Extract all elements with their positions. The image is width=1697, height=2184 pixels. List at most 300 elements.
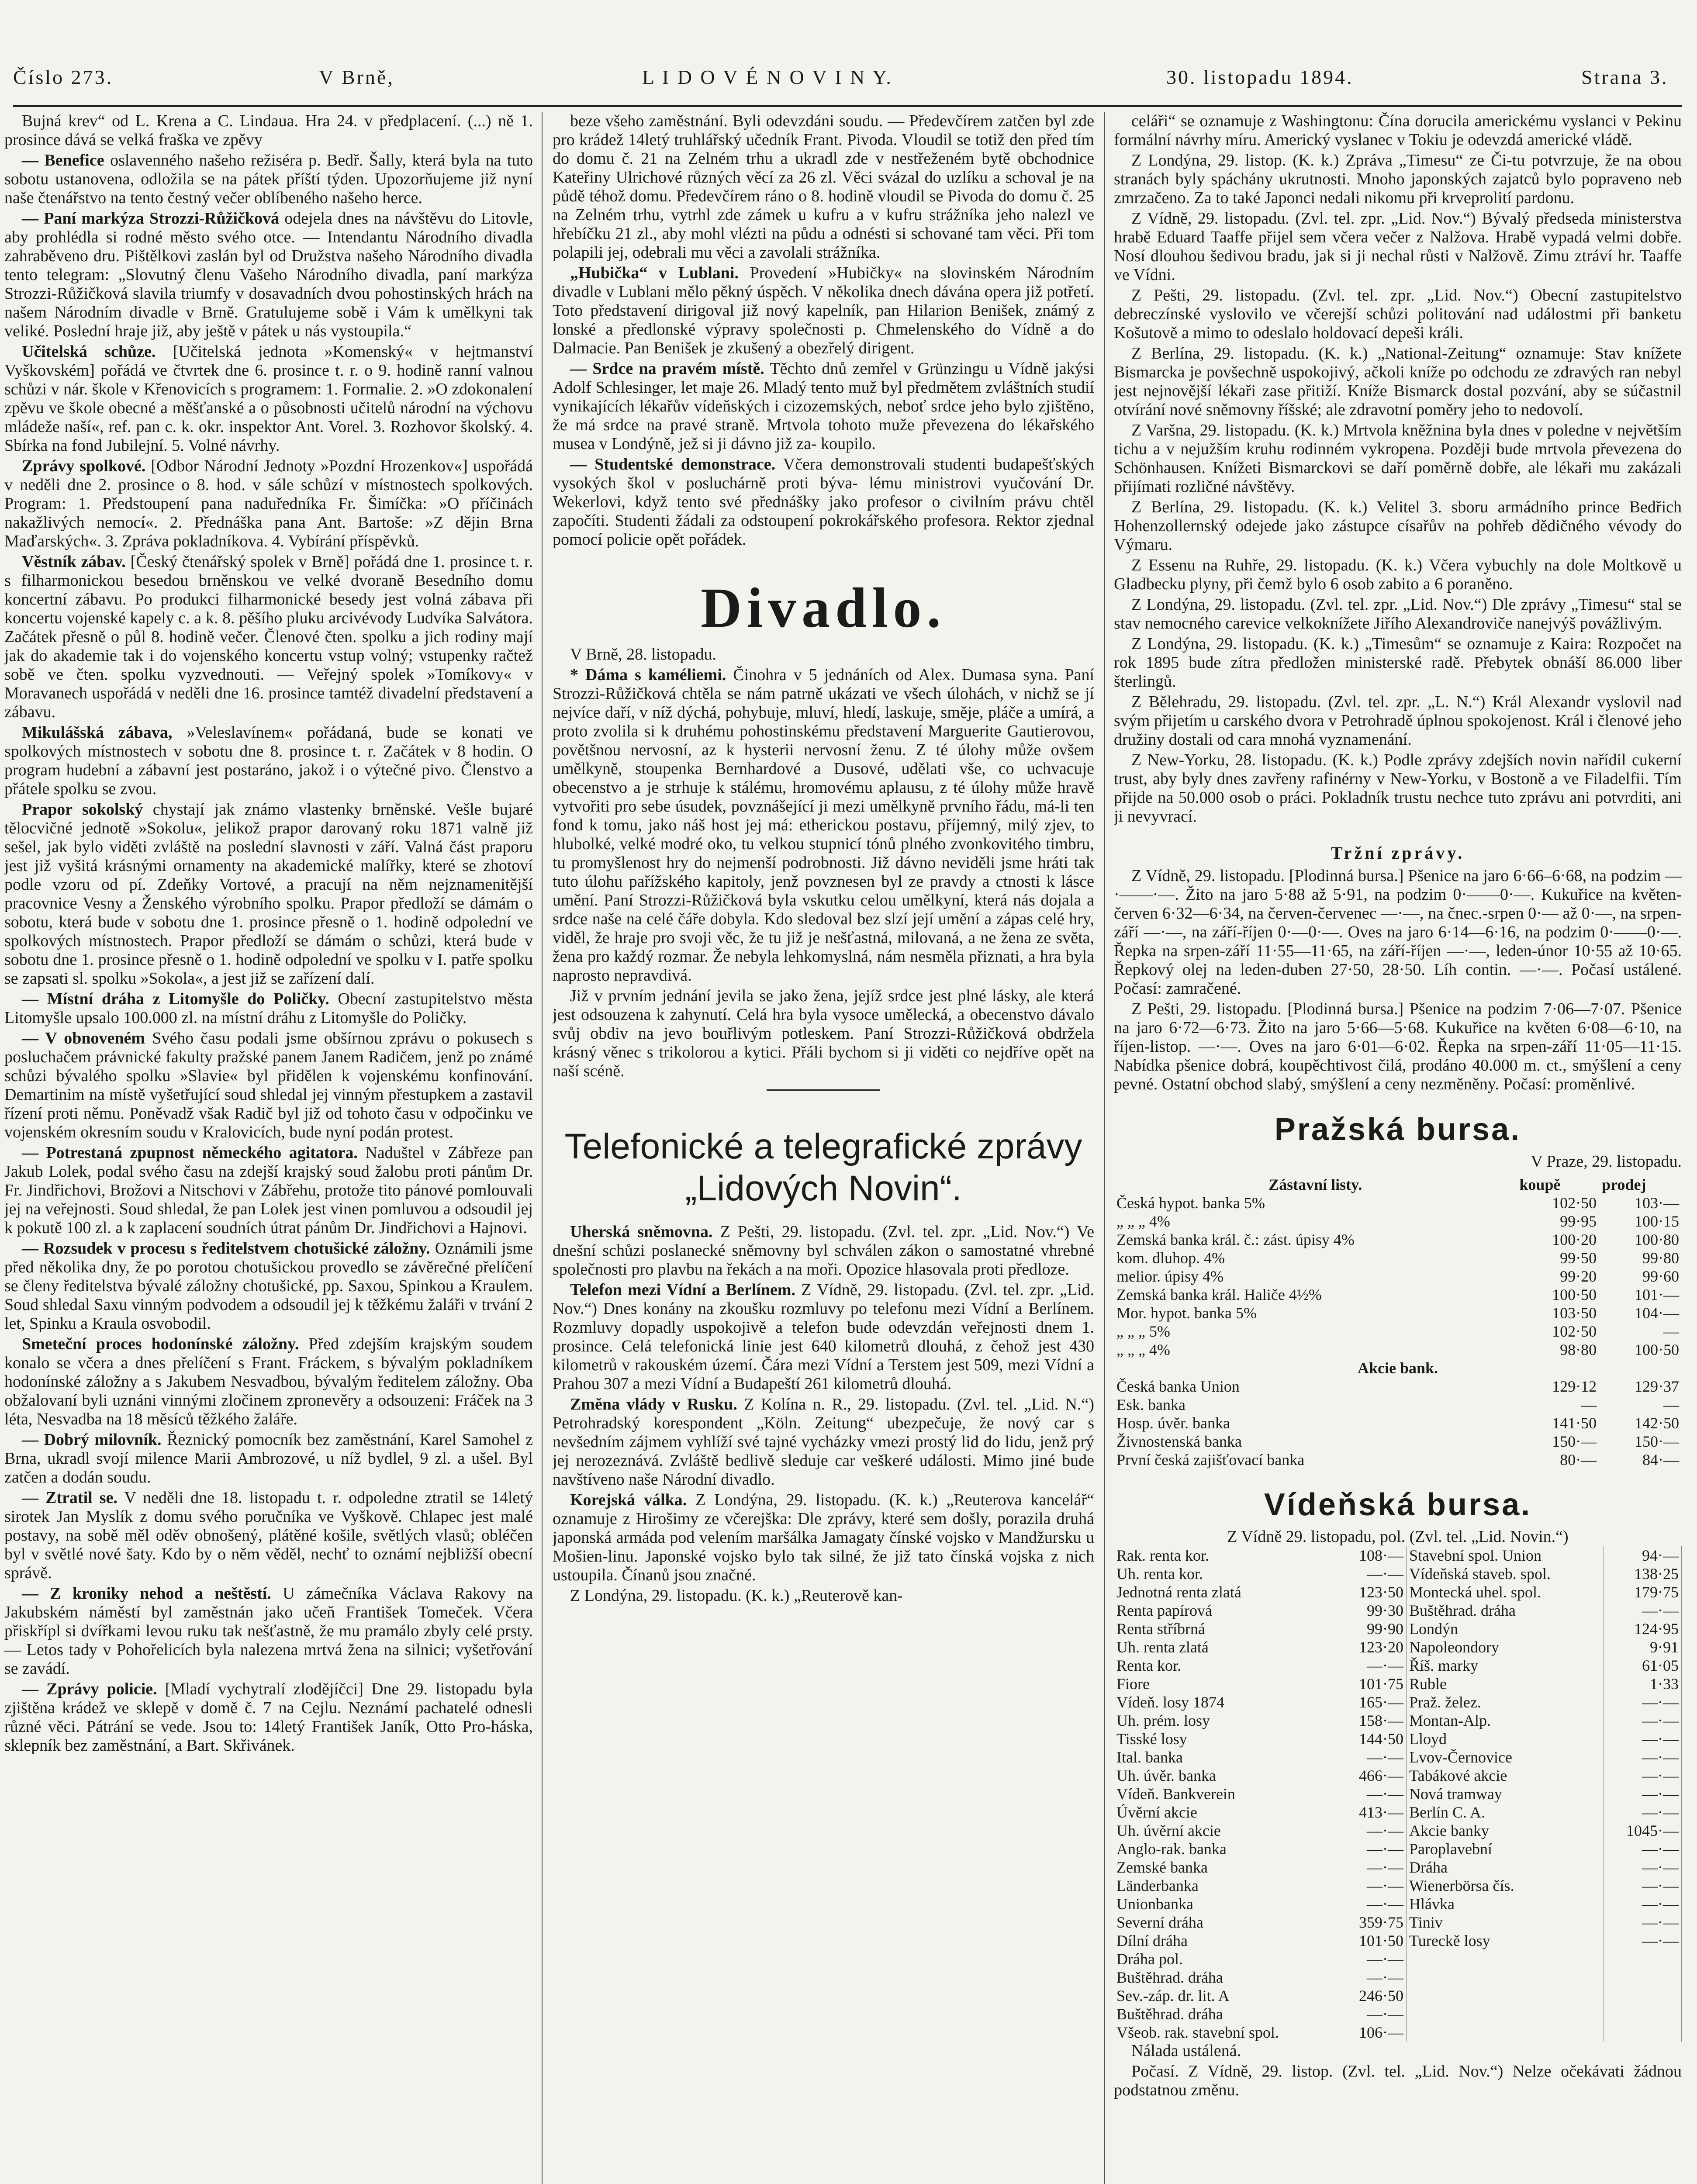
article — [553, 112, 1094, 262]
table-cell: Uh. úvěrní akcie — [1114, 1821, 1339, 1840]
table-row — [1114, 1766, 1682, 1785]
table-row — [1114, 1711, 1682, 1730]
table-cell: 99·50 — [1560, 1249, 1597, 1267]
article — [4, 1029, 533, 1142]
article-body: Z New-Yorku, 28. listopadu. (K. k.) Podle zprávy zdejších novin nařídil cukerní trust, aby byly dnes zavřeny rafinérny v New-Yorku, v Bostoně a ve Filadelfii. Tím přijde na 50.000 osob o práci. Pokladník trustu nechce tuto zprávu ani potvrditi, ani ji nevyvrací. — [1114, 751, 1682, 826]
vienna-note: Nálada ustálená. — [1131, 2042, 1241, 2060]
table-cell: Fiore — [1114, 1675, 1339, 1693]
article — [1114, 556, 1682, 594]
article — [1114, 1000, 1682, 1094]
article — [4, 457, 533, 551]
table-cell: Severní dráha — [1114, 1913, 1339, 1932]
table-cell: 99·20 — [1560, 1268, 1597, 1285]
article-body: Z Varšna, 29. listopadu. (K. k.) Mrtvola kněžnina byla dnes v poledne v největším tichu a v nejužším kruhu rodinném vykropena. Později bude mrtvola převezena do Schönhausen. Knížeti Bismarckovi se daří poměrně dobře, ale lékaři mu zakázali přijímati rozličné návštěvy. — [1114, 421, 1682, 496]
issue-date: 30. listopadu 1894. — [1166, 66, 1354, 88]
table-cell: 98·80 — [1560, 1341, 1597, 1358]
table-cell: 124·95 — [1604, 1620, 1681, 1638]
table-row — [1114, 1785, 1682, 1803]
table-cell: Uh. renta kor. — [1114, 1565, 1339, 1583]
table-subheader-cell: Akcie bank. — [1357, 1359, 1438, 1377]
table-row — [1114, 2023, 1682, 2042]
table-row — [1114, 1601, 1682, 1620]
article-body: odejela dnes na návštěvu do Litovle, aby prohlédla si rodné město svého otce. — Intendantu Národního divadla zahraběveno dru. Pištělkovi zaslán byl od Družstva našeho Národního divadla tento telegram: „Slovutný členu Vašeho Národního divadla, paní markýza Strozzi-Růžičková slavila triumfy v dosavadních dvou pohostinských hrách na našem Národním divadle v Brně. Gratulujeme sobě i Vám k umělkyni tak veliké. Poslední hraje již, aby ještě v pátek u nás vystoupila.“ — [4, 209, 533, 340]
table-cell: —·— — [1339, 1895, 1406, 1913]
table-cell — [1407, 1968, 1604, 1987]
prague-table — [1114, 1175, 1682, 1469]
article-body: Z Pešti, 29. listopadu. [Plodinná bursa.] Pšenice na podzim 7·06—7·07. Pšenice na jaro 6·72—6·73. Žito na jaro 5·66—5·68. Kukuřice na květen 6·08—6·10, na říjen-listop. —·—. Oves na jaro 6·01—6·02. Řepka na srpen-září 11·05—11·15. Nabídka pšenice dobrá, koupěchtivost čilá, prodáno 40.000 m. ct., smýšlení a ceny pevné. Ostatní obchod slabý, smýšlení a ceny nezměněny. Počasí: proměnlivé. — [1114, 1000, 1682, 1093]
article — [4, 1584, 533, 1678]
table-cell: Dráha pol. — [1114, 1950, 1339, 1968]
article-title: — Studentské demonstrace. — [570, 455, 776, 473]
article-title: Zprávy spolkové. — [22, 457, 146, 475]
article-body: [Český čtenářský spolek v Brně] pořádá dne 1. prosince t. r. s filharmonickou besedou brněnskou ve velké dvoraně Besedního domu koncertní zábavu. Po produkci filharmonické besedy jest volná zábava při koncertu vojenské kapely c. a k. 8. pěšího pluku arcivévody Ludvíka Salvátora. Začátek přesně o půl 8. hodině večer. Členové čten. spolku a jich rodiny mají jak do akademie tak i do vojenského koncertu vstup volný; vstupenky račtež sobě ve čten. spolku vyzvednouti. — Veřejný spolek »Tomíkovy« v Moravanech uspořádá v neděli dne 16. prosince tamtéž divadelní představení a zábavu. — [4, 553, 533, 721]
table-cell: Buštěhrad. dráha — [1114, 1968, 1339, 1987]
table-cell: — — [1663, 1396, 1679, 1413]
article-title: — Potrestaná zpupnost německého agitatora. — [22, 1144, 358, 1162]
table-cell: Praž. želez. — [1407, 1693, 1604, 1711]
article-body: Oznámili jsme před několika dny, že po porotou chotušickou provedlo se závěrečné přelíčení se členy ředitelstva bývalé záložny chotušické, pp. Saxou, Spinkou a Kraulem. Soud shledal Saxu vinným podvodem a odsoudil jej k těžkému žaláři v trvání 2 let, Spinku a Kraula osvobodil. — [4, 1239, 533, 1333]
table-cell: 94·— — [1604, 1546, 1681, 1565]
table-cell: 99·95 — [1560, 1213, 1597, 1230]
prague-bursa-subtitle: V Praze, 29. listopadu. — [1531, 1152, 1682, 1171]
table-cell: 1·33 — [1604, 1675, 1681, 1693]
table-row — [1114, 1638, 1682, 1656]
article-title: Korejská válka. — [570, 1491, 687, 1509]
article — [1114, 498, 1682, 554]
article — [4, 209, 533, 341]
table-cell: Vídeň. Bankverein — [1114, 1785, 1339, 1803]
article — [553, 264, 1094, 358]
article — [553, 1491, 1094, 1585]
article-title: — Benefice — [22, 151, 104, 169]
table-cell: Dílní dráha — [1114, 1932, 1339, 1950]
article-body: Těchto dnů zemřel v Grünzingu u Vídně jakýsi Adolf Schlesinger, let maje 26. Mladý tento muž byl předmětem zvláštních studií vynikajících lékařův vídeňských i cizozemských, neboť srdce jeho bylo zjištěno, že má srdce na pravé straně. Mrtvola tohoto muže převezena do lékařského musea v Londýně, jež si ji dávno již za- koupilo. — [553, 359, 1094, 453]
table-header-cell: prodej — [1602, 1176, 1646, 1193]
article-title: — Srdce na pravém místě. — [570, 359, 764, 378]
table-cell: 179·75 — [1604, 1583, 1681, 1601]
article — [553, 645, 1094, 664]
table-row — [1114, 1803, 1682, 1821]
table-cell: 1045·— — [1604, 1821, 1681, 1840]
article — [1114, 112, 1682, 149]
article-body: Před zdejším krajským soudem konalo se včera a dnes přelíčení s Frant. Fráckem, s bývalým pokladníkem hodonínské záložny a s Jakubem Nesvadbou, bývalým ředitelem záložny. Oba obžalovaní byli uznáni vinnými zločinem zpronevěry a odsouzeni: Fráček na 3 léta, Nesvadba na 18 měsíců těžkého žaláře. — [4, 1335, 533, 1428]
table-cell: Uh. renta zlatá — [1114, 1638, 1339, 1656]
table-cell: —·— — [1604, 1858, 1681, 1876]
table-cell: Lloyd — [1407, 1730, 1604, 1748]
article-body: Z Vídně, 29. listopadu. [Plodinná bursa.] Pšenice na jaro 6·66–6·68, na podzim —·——·—. Žito na jaro 5·88 až 5·91, na podzim 0·——0·—. Kukuřice na květen-červen 6·32—6·34, na červen-červenec —·—, na čnec.-srpen 0·— až 0·—, na srpen-září —·—, na září-říjen 0·—0·—. Oves na jaro 6·14—6·16, na podzim 0·——0·—. Řepka na srpen-září 11·55—11·65, na září-říjen —·—, leden-únor 10·55 až 10·65. Řepkový olej na leden-duben 27·50, 28·50. Líh contin. —·—. Počasí ustálené. Počasí: zamračené. — [1114, 867, 1682, 998]
article — [1114, 693, 1682, 749]
article-body: U zámečníka Václava Rakovy na Jakubském náměstí byl zaměstnán jako učeň František Tomeček. Včera přiskřípl si dvířkami levou ruku tak nešťastně, že mu pramálo zbyly celé prsty. — Letos tady v Pohořelicích byla nalezena mrtvá žena na silnici; vyšetřování se zavádí. — [4, 1584, 533, 1678]
table-cell: Paroplavební — [1407, 1840, 1604, 1858]
article-body: V Brně, 28. listopadu. — [570, 645, 716, 663]
table-header-cell: koupě — [1519, 1176, 1561, 1193]
article-body: Z Vídně, 29. listopadu. (Zvl. tel. zpr. „Lid. Nov.“) Dnes konány na zkoušku rozmluvy po telefonu mezi Vídní a Berlínem. Rozmluvy dopadly uspokojivě a telefon bude odevzdán veřejnosti dnem 1. prosince. Celá telefonická linie jest 640 kilometrů dlouhá, z čehož jest 430 kilometrů v rakouském území. Čára mezi Vídní a Terstem jest 509, mezi Vídní a Prahou 307 a mezi Vídní a Budapeští 261 kilometrů dlouhá. — [553, 1281, 1094, 1393]
table-cell: Zemská banka král. č.: zást. úpisy 4% — [1116, 1231, 1355, 1248]
weather-note: Počasí. Z Vídně, 29. listop. (Zvl. tel. „Lid. Nov.“) Nelze očekávati žádnou podstatnou změnu. — [1114, 2062, 1682, 2099]
table-cell: —·— — [1604, 1913, 1681, 1932]
table-cell: Rak. renta kor. — [1114, 1546, 1339, 1565]
table-cell: Sev.-záp. dr. lit. A — [1114, 1987, 1339, 2005]
table-row — [1114, 1322, 1682, 1341]
table-cell: Všeob. rak. stavební spol. — [1114, 2023, 1339, 2042]
table-cell: 100·80 — [1635, 1231, 1679, 1248]
table-cell: 101·75 — [1339, 1675, 1406, 1693]
table-cell: —·— — [1604, 1693, 1681, 1711]
table-row — [1114, 1895, 1682, 1913]
table-cell: 359·75 — [1339, 1913, 1406, 1932]
article-title: Uherská sněmovna. — [570, 1223, 713, 1241]
article — [553, 359, 1094, 453]
table-row — [1114, 1730, 1682, 1748]
article-body: [Mladí vychytralí zlodějíčci] Dne 29. listopadu byla zjištěna krádež ve sklepě v domě č. 7 na Cejlu. Neznámí pachatelé odnesli různé věci. Pátrání se vede. Jsou to: 14letý František Janík, Otto Pro-háska, sklepník bez zaměstnání, a Bart. Skřivánek. — [4, 1680, 533, 1755]
article-body: Řeznický pomocník bez zaměstnání, Karel Samohel z Brna, ukradl svojí milence Marii Ambrozové, u níž bydlel, 9 zl. a ušel. Byl zatčen a dodán soudu. — [4, 1431, 533, 1486]
table-cell: 141·50 — [1552, 1414, 1597, 1432]
table-cell — [1407, 1950, 1604, 1968]
table-row — [1114, 1286, 1682, 1304]
article — [553, 987, 1094, 1081]
table-cell: 102·50 — [1552, 1194, 1597, 1212]
table-cell: — — [1581, 1396, 1597, 1413]
article-body: Z Pešti, 29. listopadu. (Zvl. tel. zpr. „Lid. Nov.“) Ve dnešní schůzi poslanecké sněmovny byl schválen zákon o samostatné vhrebné společnosti pro plavbu na řekách a na moři. Opozice hlasovala proti předloze. — [553, 1223, 1094, 1279]
prague-bursa-title: Pražská bursa. — [1274, 1112, 1521, 1147]
table-cell: —·— — [1339, 1748, 1406, 1766]
table-row — [1114, 1212, 1682, 1230]
table-cell: Renta papírová — [1114, 1601, 1339, 1620]
table-cell: —·— — [1339, 1968, 1406, 1987]
table-cell: Buštěhrad. dráha — [1407, 1601, 1604, 1620]
column-divider — [1104, 112, 1105, 2184]
table-cell: Česká banka Union — [1116, 1378, 1240, 1395]
header-city: V Brně, — [319, 66, 394, 88]
table-cell: 80·— — [1560, 1451, 1597, 1469]
vienna-table — [1114, 1546, 1682, 2042]
table-cell: Anglo-rak. banka — [1114, 1840, 1339, 1858]
article — [4, 342, 533, 455]
column-divider — [542, 112, 543, 2184]
table-cell: —·— — [1604, 1932, 1681, 1950]
table-cell: —·— — [1339, 1821, 1406, 1840]
article-body: Obecní zastupitelstvo města Litomyšle upsalo 100.000 zl. na místní dráhu z Litomyšle do Poličky. — [4, 990, 533, 1027]
article — [1114, 209, 1682, 284]
table-cell: Vídeňská staveb. spol. — [1407, 1565, 1604, 1583]
section-rule — [767, 1089, 880, 1091]
table-cell: Londýn — [1407, 1620, 1604, 1638]
table-row — [1114, 1840, 1682, 1858]
table-row — [1114, 1249, 1682, 1267]
section-title-telegraph: Telefonické a telegrafické zprávy „Lidových Novin“. — [564, 1127, 1082, 1208]
table-cell: 99·30 — [1339, 1601, 1406, 1620]
table-row — [1114, 1748, 1682, 1766]
table-cell: Länderbanka — [1114, 1876, 1339, 1895]
article-title: — Z kroniky nehod a neštěstí. — [22, 1584, 271, 1603]
article-title: „Hubička“ v Lublani. — [570, 264, 739, 282]
article — [1114, 344, 1682, 419]
article-body: Včera demonstrovali studenti budapešťských vysokých škol v posluchárně proti býva- lému ministrovi vyučování Dr. Wekerlovi, když tento své přednášky jako profesor o civilním právu chtěl započíti. Studenti žádali za odstoupení pokrokářského profesora. Rektor zjednal pomocí policie opět pořádek. — [553, 455, 1094, 549]
table-cell: 101·— — [1635, 1286, 1679, 1303]
article — [4, 1144, 533, 1237]
article-body: Svého času podali jsme obšírnou zprávu o pokusech s posluchačem právnické fakulty pražské panem Janem Radičem, jenž po známé schůzi bývalého spolku »Slavie« byl přidělen k vojenskému konfinování. Demartinim na místě vyšetřující soud shledal jej vinným přestupkem a zastavil řízení proti němu. Poněvadž však Radič byl již od tohoto času v odpočinku ve vojenském okresním soudu v Kralovicích, bude nyní podán protest. — [4, 1029, 533, 1141]
table-cell: Zemské banka — [1114, 1858, 1339, 1876]
article — [1114, 421, 1682, 496]
table-row — [1114, 1396, 1682, 1414]
article — [4, 1680, 533, 1755]
article — [4, 151, 533, 207]
article-body: »Veleslavínem« pořádaná, bude se konati ve spolkových místnostech v sobotu dne 8. prosince t. r. Začátek v 8 hodin. O program hudební a zábavní jest postaráno, jakož i o výtečné pivo. Členstvo a přátele spolku se zvou. — [4, 723, 533, 798]
table-cell: Nová tramway — [1407, 1785, 1604, 1803]
article — [553, 1281, 1094, 1393]
article-body: Z Londýna, 29. listopadu. (K. k.) „Reuterova kancelář“ oznamuje z Hirošimy ze včerejška: Dle zprávy, které sem došly, porazila druhá japonská armáda pod velením maršálka Jamagaty čínské vojsko v Mandžursku u Mošien-linu. Japonské vojsko bylo tak silné, že již tato čínská vojska z nich ustoupila. Čínanů jsou značné. — [553, 1491, 1094, 1584]
table-row — [1114, 1950, 1682, 1968]
table-cell: —·— — [1604, 1711, 1681, 1730]
table-cell: 123·20 — [1339, 1638, 1406, 1656]
article-body: Z Vídně, 29. listopadu. (Zvl. tel. zpr. „Lid. Nov.“) Bývalý předseda ministerstva hrabě Eduard Taaffe přijel sem včera večer z Nalžova. Hrabě vypadá velmi dobře. Nosí dlouhou šedivou bradu, jak si ji nechal růsti v Nalžově. Zimu ztráví hr. Taaffe ve Vídni. — [1114, 209, 1682, 284]
table-cell: Akcie banky — [1407, 1821, 1604, 1840]
page-header — [13, 66, 1682, 105]
table-cell: —·— — [1604, 1803, 1681, 1821]
table-cell — [1604, 2023, 1681, 2042]
table-cell — [1407, 1987, 1604, 2005]
column-3 — [1114, 112, 1682, 2184]
article-body: Činohra v 5 jednáních od Alex. Dumasa syna. Paní Strozzi-Růžičková chtěla se nám patrně ukázati ve všech úlohách, v nichž se jí nejvíce daří, v níž dýchá, pohybuje, mluví, hledí, laskuje, směje, pláče a umírá, a proto zvolila si k druhému pohostinskému představení Marguerite Gautierovou, povětšnou nervosní, az k hysterii nervosní ženu. Z té úlohy může ovšem umělkyně, stoupenka Bernhardové a Dusové, udělati vše, co uchvacuje obecenstvo a je strhuje k stálému, hromovému aplausu, z té úlohy může hravě vytvořiti pro sebe úsudek, povznášející ji mezi umělkyně prvního řádu, má-li ten fond k tomu, jako náš host jej má: etherickou postavu, příjemný, milý zjev, to hlubolké, velké modré oko, tu velkou stupnicí tónů plného zvonkovitého timbru, tu promyšlenost hry do nejmenší podrobnosti. Již dávno neviděli jsme hráti tak tuto úlohu pařížského kapitoly, jenž povznesen byl ze pravdy a ctnosti k lásce umění. Paní Strozzi-Růžičková byla vskutku celou umělkyní, která nás dojala a srdce naše na celé čáře dobyla. Kdo sledoval bez slzí její umění a zápas celé hry, viděl, že hraje pro svoji věc, že tu již je nešťastná, milovaná, a ne žena ze světa, žena pro každý rozmar. Že nebyla lehkomyslná, nám nesměla přiznati, a hra byla naprosto nepravdivá. — [553, 666, 1094, 985]
table-row — [1114, 1858, 1682, 1876]
table-cell: Úvěrní akcie — [1114, 1803, 1339, 1821]
table-row — [1114, 1693, 1682, 1711]
table-cell: Unionbanka — [1114, 1895, 1339, 1913]
article-body: V neděli dne 18. listopadu t. r. odpoledne ztratil se 14letý sirotek Jan Myslík z domu svého poručníka ve Vyškově. Chlapec jest malé postavy, na sobě měl oděv obnošený, plátěné košile, světlých vlasů; obléčen byl v světlé nové šaty. Kdo by o něm věděl, nechť to oznámí nejbližší obecní správě. — [4, 1489, 533, 1582]
table-cell: —·— — [1339, 2005, 1406, 2023]
table-row — [1114, 1656, 1682, 1675]
table-cell: Stavební spol. Union — [1407, 1546, 1604, 1565]
article-body: celáři“ se oznamuje z Washingtonu: Čína dorucila americkému vyslanci v Pekinu formální návrhy míru. Americký vyslanec v Tokiu je odevzdá americké vládě. — [1114, 112, 1682, 149]
column-1 — [4, 112, 533, 2184]
table-cell: 106·— — [1339, 2023, 1406, 2042]
article — [553, 1395, 1094, 1489]
table-cell: 138·25 — [1604, 1565, 1681, 1583]
vienna-bursa-title: Vídeňská bursa. — [1264, 1487, 1532, 1522]
header-rule — [13, 105, 1682, 107]
table-row — [1114, 1451, 1682, 1469]
article — [1114, 751, 1682, 826]
table-cell: —·— — [1604, 1748, 1681, 1766]
table-cell: —·— — [1604, 1876, 1681, 1895]
issue-number: Číslo 273. — [13, 66, 114, 88]
article — [4, 800, 533, 988]
table-cell: Mor. hypot. banka 5% — [1116, 1304, 1257, 1322]
table-cell: Jednotná renta zlatá — [1114, 1583, 1339, 1601]
article-title: — Zprávy policie. — [22, 1680, 157, 1698]
table-cell: 100·15 — [1635, 1213, 1679, 1230]
table-cell: 165·— — [1339, 1693, 1406, 1711]
table-cell — [1604, 1950, 1681, 1968]
table-cell: 150·— — [1552, 1433, 1597, 1450]
table-cell: —·— — [1339, 1950, 1406, 1968]
table-cell — [1604, 2005, 1681, 2023]
table-row — [1114, 1620, 1682, 1638]
article-body: Z Kolína n. R., 29. listopadu. (Zvl. tel. „Lid. N.“) Petrohradský korespondent „Köln. Zeitung“ ubezpečuje, že nový car s nevšedním zájmem vyhlíží své tajné vycházky vmezi prostý lid do lidu, jenž prý jej nerozeznává. Zvláště bedlivě sleduje car veškeré události. Mimo jiné bude navštíveno naše Národní divadlo. — [553, 1395, 1094, 1489]
table-cell: První česká zajišťovací banka — [1116, 1451, 1305, 1469]
article-body: Z Berlína, 29. listopadu. (K. k.) Velitel 3. sboru armádního prince Bedřich Hohenzollernský odejede jako zástupce císařův na pohřeb dědičného vévody do Výmaru. — [1114, 498, 1682, 554]
table-cell: Tisské losy — [1114, 1730, 1339, 1748]
table-row — [1114, 1932, 1682, 1950]
article-title: — V obnoveném — [22, 1029, 145, 1047]
table-cell: 101·50 — [1339, 1932, 1406, 1950]
article-body: beze všeho zaměstnání. Byli odevzdáni soudu. — Předevčírem zatčen byl zde pro krádež 14letý truhlářský učedník Frant. Pivoda. Vloudil se totiž den před tím do domu č. 21 na Zelném trhu a ukradl zde v nestřeženém bytě obchodnice Kateřiny Ulrichové různých věcí za 26 zl. Věci svázal do uzlíku a schoval je na půdě téhož domu. Předevčírem ráno o 8. hodině vloudil se Pivoda do domu č. 25 na Zelném trhu, vytrhl zde zámek u kufru a v kufru strážníka jeho nalezl ve hřebíčku 21 zl., aby mohl vlézti na půdu a odnésti si schované tam věci. Při tom polapili jej, odebrali mu věci a zavolali strážníka. — [553, 112, 1094, 262]
article — [1114, 286, 1682, 342]
article — [4, 723, 533, 798]
table-cell: 9·91 — [1604, 1638, 1681, 1656]
table-cell: Napoleondory — [1407, 1638, 1604, 1656]
article — [553, 1223, 1094, 1279]
table-cell: „ „ „ 5% — [1116, 1323, 1170, 1340]
article-body: oslavenného našeho režiséra p. Bedř. Šally, která byla na tuto sobotu ustanovena, odložila se na pátek příští týden. Upozorňujeme již nyní naše čtenářstvo na tento čestný večer oblíbeného našeho herce. — [4, 151, 533, 207]
article — [4, 1431, 533, 1487]
article-title: — Místní dráha z Litomyšle do Poličky. — [22, 990, 329, 1008]
table-row — [1114, 1546, 1682, 1565]
table-row — [1114, 1304, 1682, 1322]
table-cell: 100·50 — [1552, 1286, 1597, 1303]
article-title: — Rozsudek v procesu s ředitelstvem chotušické záložny. — [22, 1239, 430, 1258]
table-row — [1114, 1565, 1682, 1583]
article-title: Smeteční proces hodonínské záložny. — [22, 1335, 299, 1353]
table-cell: 84·— — [1642, 1451, 1679, 1469]
article — [4, 1239, 533, 1333]
table-row — [1114, 1968, 1682, 1987]
table-cell: Dráha — [1407, 1858, 1604, 1876]
section-title-market: Tržní zprávy. — [1331, 843, 1465, 863]
table-cell: Montan-Alp. — [1407, 1711, 1604, 1730]
table-cell: —·— — [1604, 1601, 1681, 1620]
section-title-divadlo: Divadlo. — [701, 577, 946, 639]
article-body: Z Londýna, 29. listopadu. (Zvl. tel. zpr. „Lid. Nov.“) Dle zprávy „Timesu“ stal se stav nemocného carevice velkoknížete Jiřího Alexandroviče nanejvýš povážlivým. — [1114, 595, 1682, 632]
table-row — [1114, 1267, 1682, 1286]
article-title: — Paní markýza Strozzi-Růžičková — [22, 209, 280, 228]
table-cell: 100·20 — [1552, 1231, 1597, 1248]
table-cell: Tabákové akcie — [1407, 1766, 1604, 1785]
article-body: [Odbor Národní Jednoty »Pozdní Hrozenkov«] uspořádá v neděli dne 2. prosince o 8. hod. v sále schůzí v místnostech spolkových. Program: 1. Předstoupení pana naduředníka Fr. Šimíčka: »O příčinách nakažlivých nemocí«. 2. Přednáška pana Ant. Bartoše: »Z dějin Brna Maďarských«. 3. Zpráva pokladníkova. 4. Vybírání příspěvků. — [4, 457, 533, 550]
table-cell: Wienerbörsa čís. — [1407, 1876, 1604, 1895]
article-title: Mikulášská zábava, — [22, 723, 173, 742]
article-body: Z Londýna, 29. listopadu. (K. k.) „Reuterově kan- — [570, 1586, 903, 1605]
table-cell: —·— — [1339, 1876, 1406, 1895]
table-cell: Hosp. úvěr. banka — [1116, 1414, 1230, 1432]
article — [4, 1335, 533, 1429]
article-title: Změna vlády v Rusku. — [570, 1395, 737, 1413]
table-row — [1114, 1341, 1682, 1359]
table-cell: „ „ „ 4% — [1116, 1341, 1170, 1358]
table-cell: Zemská banka král. Haliče 4½% — [1116, 1286, 1322, 1303]
table-cell: Esk. banka — [1116, 1396, 1185, 1413]
table-cell — [1407, 2023, 1604, 2042]
article — [1114, 867, 1682, 998]
table-row — [1114, 1583, 1682, 1601]
article-title: Věstník zábav. — [22, 553, 126, 571]
table-cell: Buštěhrad. dráha — [1114, 2005, 1339, 2023]
table-subheader-row — [1114, 1359, 1682, 1377]
table-row — [1114, 1377, 1682, 1396]
article — [4, 112, 533, 149]
table-cell: Živnostenská banka — [1116, 1433, 1242, 1450]
article-title: — Ztratil se. — [22, 1489, 118, 1507]
article — [553, 455, 1094, 549]
table-row — [1114, 1876, 1682, 1895]
table-cell: — — [1663, 1323, 1679, 1340]
article-body: Již v prvním jednání jevila se jako žena, jejíž srdce jest plné lásky, ale která jest odsouzena k zahynutí. Celá hra byla vysoce umělecká, a obecenstvo dávalo svůj obdiv na jevo bouřlivým potleskem. Paní Strozzi-Růžičková obdržela krásný věnec s trikolorou a kytici. Přáli bychom si ji viděti co nejdříve opět na naší scéně. — [553, 987, 1094, 1080]
table-cell: —·— — [1339, 1858, 1406, 1876]
table-cell: 99·60 — [1642, 1268, 1679, 1285]
article-body: Z Berlína, 29. listopadu. (K. k.) „National-Zeitung“ oznamuje: Stav knížete Bismarcka je povšechně uspokojivý, ačkoli kníže po odchodu ze zdravých ran nebyl jest nejnovější lékaři zase přitiží. Kníže Bismarck dostal pozvání, aby se súčastnil otvírání nové sněmovny říšské; ale zdravotní poměry jeho to nedovolí. — [1114, 344, 1682, 419]
page-number: Strana 3. — [1581, 66, 1669, 88]
table-cell: 99·90 — [1339, 1620, 1406, 1638]
article-body: Z Londýna, 29. listop. (K. k.) Zpráva „Timesu“ ze Či-tu potvrzuje, že na obou stranách byly spáchány ukrutnosti. Mnoho japonských zajatců bylo popraveno neb zmrzačeno. Za to také Japonci nedali nikomu při krveprolití pardonu. — [1114, 151, 1682, 207]
table-row — [1114, 1230, 1682, 1249]
table-cell: melior. úpisy 4% — [1116, 1268, 1223, 1285]
table-cell: 123·50 — [1339, 1583, 1406, 1601]
table-cell — [1604, 1968, 1681, 1987]
table-cell: —·— — [1339, 1785, 1406, 1803]
article-title: Prapor sokolský — [22, 800, 143, 819]
table-cell: Renta stříbrná — [1114, 1620, 1339, 1638]
article — [4, 553, 533, 722]
table-cell: 466·— — [1339, 1766, 1406, 1785]
table-cell: Hlávka — [1407, 1895, 1604, 1913]
table-row — [1114, 1987, 1682, 2005]
table-cell: Uh. prém. losy — [1114, 1711, 1339, 1730]
table-cell: 99·80 — [1642, 1249, 1679, 1267]
article — [553, 1586, 1094, 1605]
article-body: [Učitelská jednota »Komenský« v hejtmanství Vyškovském] pořádá ve čtvrtek dne 6. prosince t. r. o 9. hodině ranní valnou schůzi v nár. škole v Křenovicích s programem: 1. Formalie. 2. »O zdokonalení zpěvu ve škole obecné a měšťanské a o působnosti učitelů národní na výchovu mládeže naší«, ref. pan c. k. okr. inspektor Ant. Vorel. 3. Rozhovor školský. 4. Sbírka na fond Jubilejní. 5. Volné návrhy. — [4, 342, 533, 455]
table-cell: Česká hypot. banka 5% — [1116, 1194, 1265, 1212]
table-row — [1114, 1432, 1682, 1451]
article-body: Naduštel v Zábřeze pan Jakub Lolek, podal svého času na zdejší krajský soud žalobu proti pánům Dr. Fr. Jindřichovi, Brožovi a Nitschovi v Zábřehu, protože tito pánové pomlouvali jej na veřejnosti. Soud shledal, že pan Lolek jest vinen pomluvou a odsoudil jej k pokutě 100 zl. a k zaplacení soudních útrat pánům Dr. Jindřichovi a Hajnovi. — [4, 1144, 533, 1237]
table-cell: Berlín C. A. — [1407, 1803, 1604, 1821]
article-title: * Dáma s kaméliemi. — [570, 666, 726, 684]
article — [1114, 595, 1682, 633]
table-cell: kom. dluhop. 4% — [1116, 1249, 1225, 1267]
table-cell: Říš. marky — [1407, 1656, 1604, 1675]
table-cell: Uh. úvěr. banka — [1114, 1766, 1339, 1785]
article-title: — Dobrý milovník. — [22, 1431, 162, 1449]
article-body: Z Pešti, 29. listopadu. (Zvl. tel. zpr. „Lid. Nov.“) Obecní zastupitelstvo debreczínské vyslovilo ve včerejší schůzi politování nad událostmi při banketu Košutově a mimo to odeslalo holdovací depeši králi. — [1114, 286, 1682, 342]
table-cell: Renta kor. — [1114, 1656, 1339, 1675]
table-cell: 108·— — [1339, 1546, 1406, 1565]
table-cell: 103·50 — [1552, 1304, 1597, 1322]
table-cell: —·— — [1604, 1840, 1681, 1858]
table-cell: —·— — [1339, 1565, 1406, 1583]
table-cell: 61·05 — [1604, 1656, 1681, 1675]
table-cell: —·— — [1604, 1730, 1681, 1748]
paper-title: L I D O V É N O V I N Y. — [642, 66, 893, 88]
table-cell: 150·— — [1635, 1433, 1679, 1450]
table-cell: —·— — [1604, 1895, 1681, 1913]
table-cell: —·— — [1604, 1785, 1681, 1803]
table-row — [1114, 1414, 1682, 1432]
table-cell: —·— — [1339, 1840, 1406, 1858]
table-row — [1114, 1675, 1682, 1693]
table-header-cell: Zástavní listy. — [1268, 1176, 1362, 1193]
table-cell: Lvov-Černovice — [1407, 1748, 1604, 1766]
table-cell: 100·50 — [1635, 1341, 1679, 1358]
table-cell: 129·12 — [1552, 1378, 1597, 1395]
table-cell: —·— — [1604, 1766, 1681, 1785]
table-cell: Vídeň. losy 1874 — [1114, 1693, 1339, 1711]
article-title: Telefon mezi Vídní a Berlínem. — [570, 1281, 796, 1299]
table-cell — [1407, 2005, 1604, 2023]
article — [4, 990, 533, 1027]
table-cell: Ruble — [1407, 1675, 1604, 1693]
table-cell: „ „ „ 4% — [1116, 1213, 1170, 1230]
article — [1114, 635, 1682, 691]
article-body: Z Essenu na Ruhře, 29. listopadu. (K. k.) Včera vybuchly na dole Moltkově u Gladbecku plyny, při čemž bylo 6 osob zabito a 6 poraněno. — [1114, 556, 1682, 593]
